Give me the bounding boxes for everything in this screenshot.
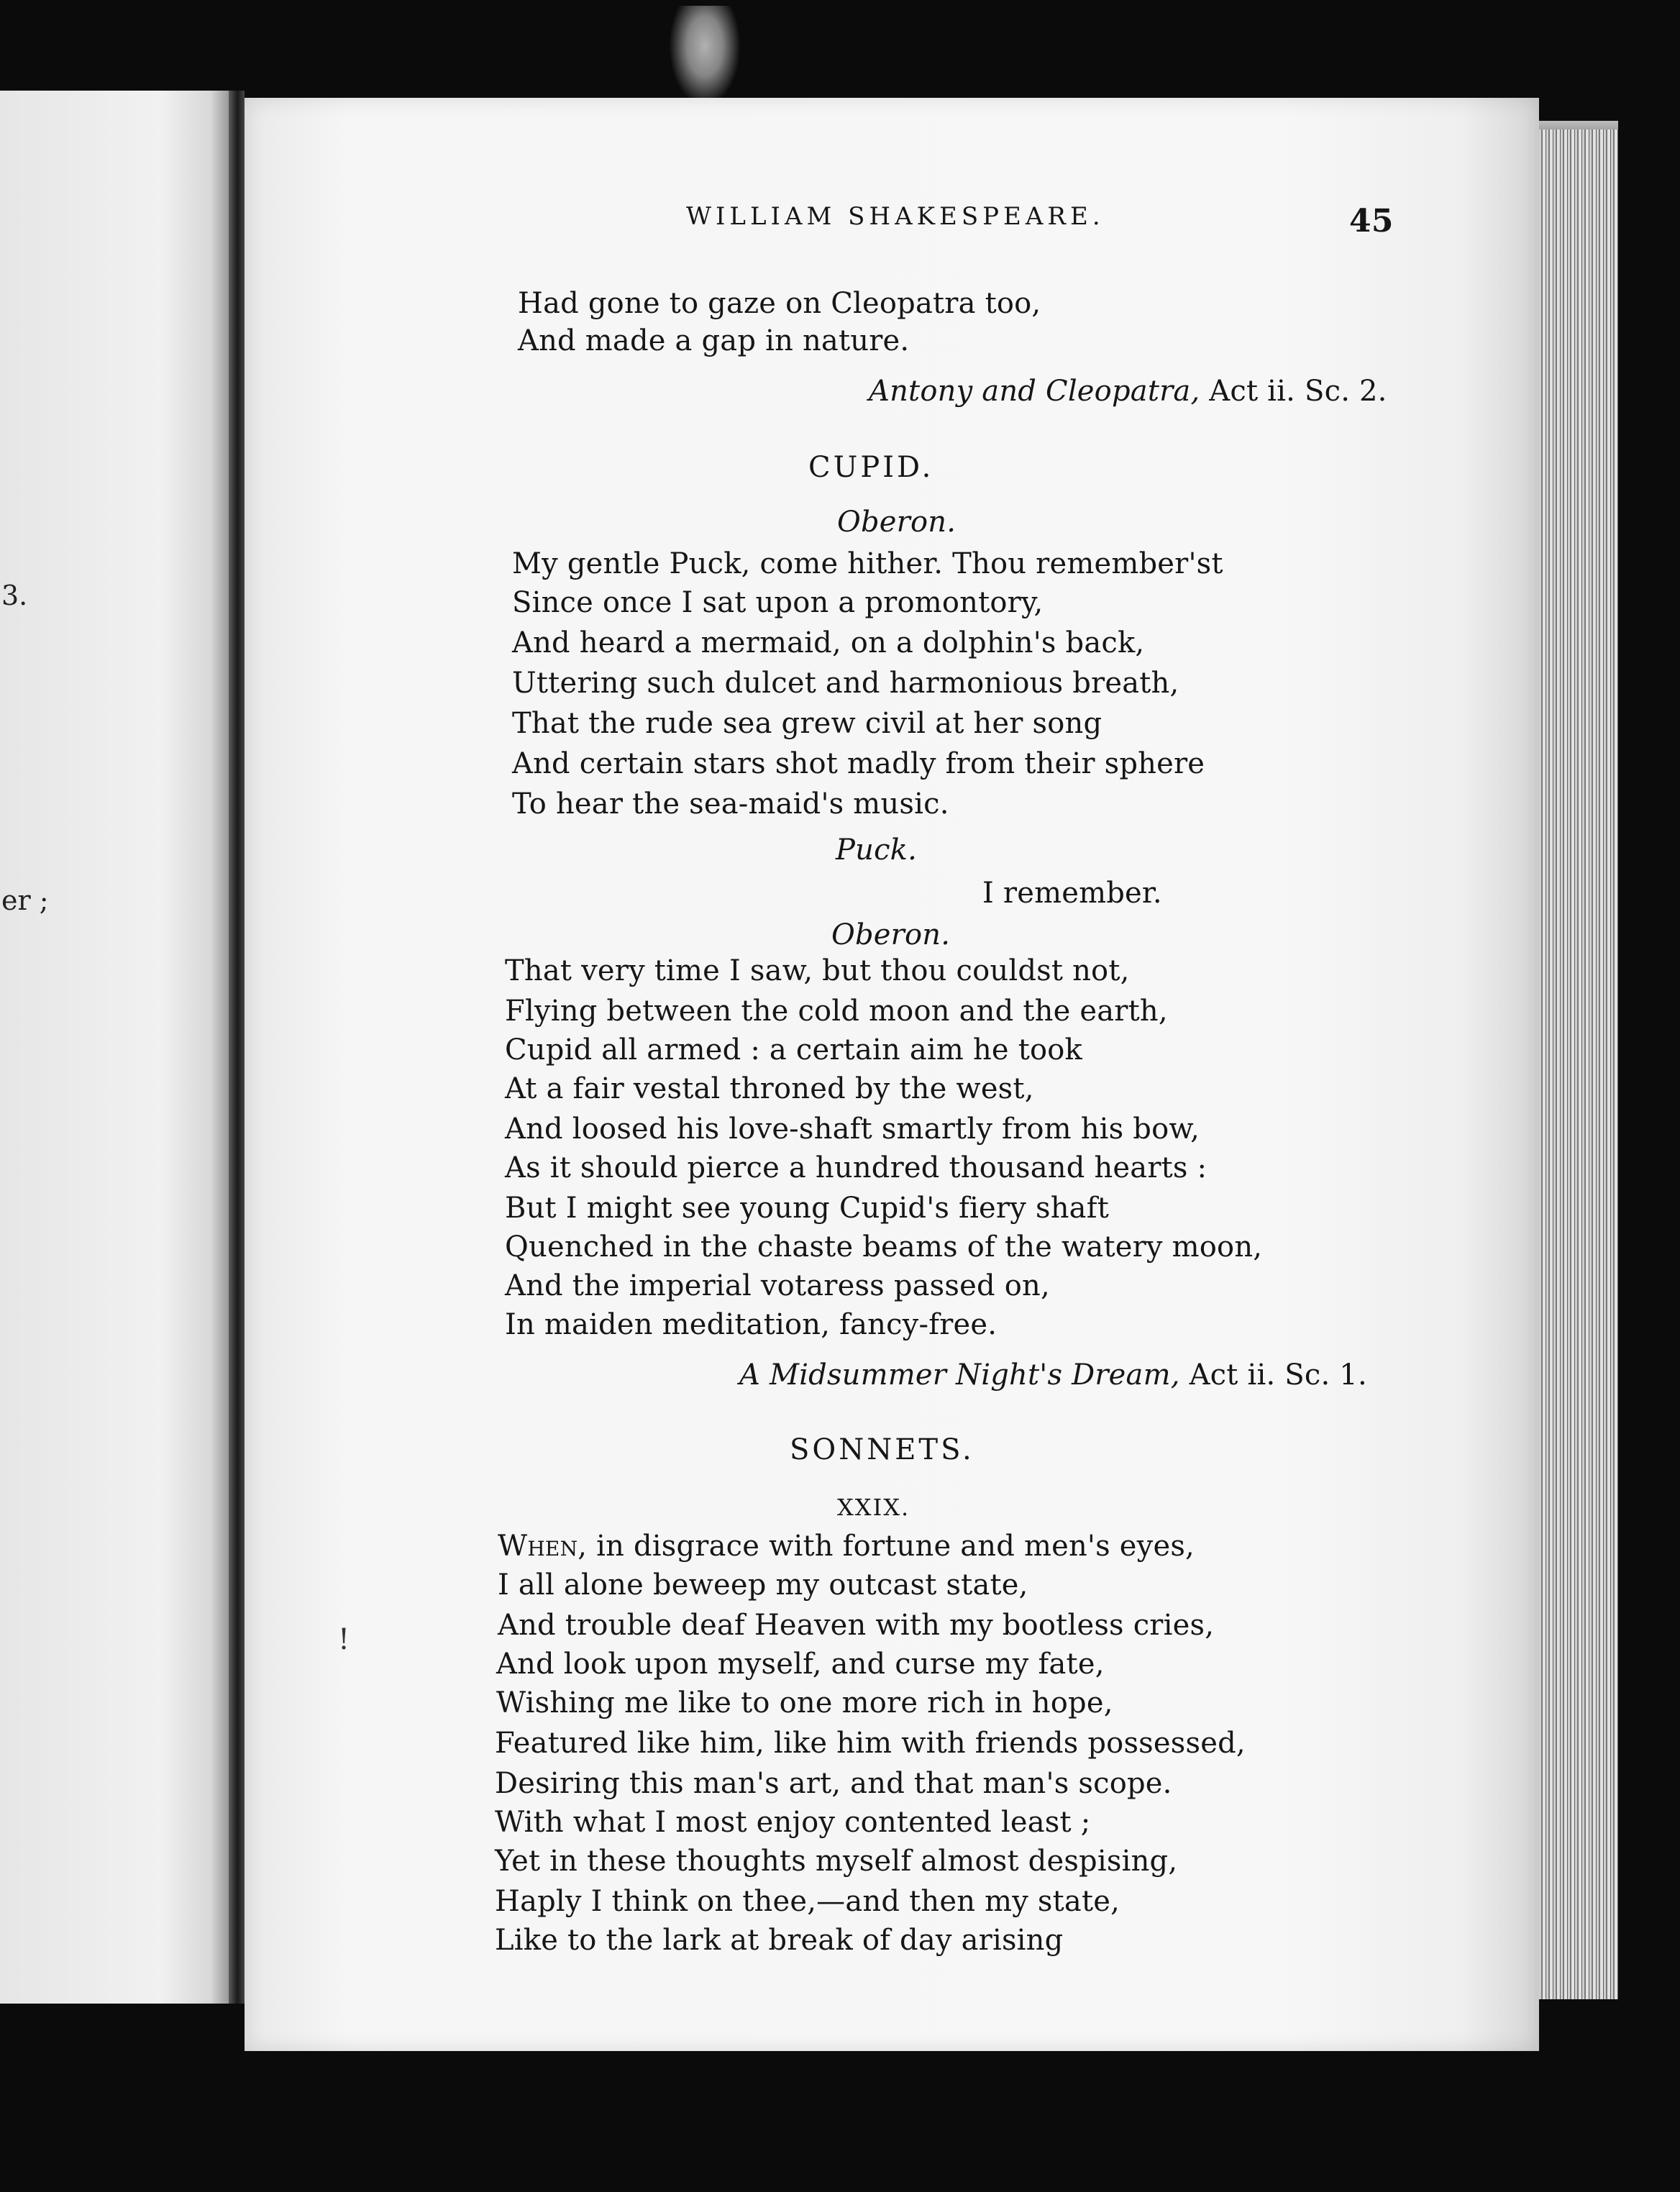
- citation-reference: Act ii. Sc. 1.: [1189, 1358, 1367, 1392]
- verse-line: Like to the lark at break of day arising: [495, 1924, 1064, 1957]
- verse-line: That very time I saw, but thou couldst not,: [505, 954, 1130, 987]
- verse-line: Haply I think on thee,—and then my state,: [495, 1885, 1120, 1918]
- sonnet-first-word: When: [498, 1530, 578, 1563]
- verse-line: To hear the sea-maid's music.: [512, 787, 949, 821]
- binding-mark: [669, 6, 741, 106]
- verse-line: Had gone to gaze on Cleopatra too,: [518, 287, 1041, 320]
- speaker-name: Puck.: [836, 834, 918, 867]
- verse-line: And made a gap in nature.: [518, 324, 910, 357]
- verse-line: And look upon myself, and curse my fate,: [496, 1648, 1105, 1681]
- sonnet-first-line: , in disgrace with fortune and men's eyes,: [578, 1530, 1195, 1563]
- verse-line: That the rude sea grew civil at her song: [512, 707, 1102, 740]
- citation: [869, 377, 1387, 406]
- citation-work: Antony and Cleopatra,: [869, 375, 1200, 408]
- verse-line: At a fair vestal throned by the west,: [505, 1072, 1034, 1105]
- speaker-name: Oberon.: [837, 506, 957, 539]
- verse-line: But I might see young Cupid's fiery shaft: [505, 1192, 1109, 1225]
- left-page-fragment: er ;: [1, 885, 49, 916]
- citation-reference: Act ii. Sc. 2.: [1209, 375, 1387, 408]
- section-heading: CUPID.: [808, 451, 934, 484]
- verse-line: As it should pierce a hundred thousand hearts :: [505, 1151, 1208, 1184]
- verse-line: I all alone beweep my outcast state,: [498, 1568, 1028, 1602]
- speaker-name: Oberon.: [831, 918, 951, 951]
- verse-line: I remember.: [982, 877, 1162, 910]
- verse-line: Desiring this man's art, and that man's scope.: [495, 1767, 1172, 1800]
- verse-line: Uttering such dulcet and harmonious breath,: [512, 667, 1179, 700]
- left-page-fragment: 3.: [1, 580, 28, 611]
- verse-line: Yet in these thoughts myself almost despising,: [495, 1845, 1178, 1878]
- verse-line: Cupid all armed : a certain aim he took: [505, 1033, 1082, 1067]
- citation-work: A Midsummer Night's Dream,: [739, 1358, 1180, 1392]
- verse-line: Flying between the cold moon and the earth,: [505, 995, 1168, 1028]
- section-heading: SONNETS.: [790, 1433, 974, 1466]
- stray-mark: !: [338, 1623, 350, 1656]
- running-title: WILLIAM SHAKESPEARE.: [686, 202, 1105, 231]
- page-stack-edges: [1539, 129, 1618, 1999]
- citation: [739, 1358, 1367, 1392]
- verse-line: And loosed his love-shaft smartly from his bow,: [505, 1113, 1200, 1146]
- verse-line: Quenched in the chaste beams of the watery moon,: [505, 1230, 1263, 1264]
- verse-line: Since once I sat upon a promontory,: [512, 586, 1044, 619]
- verse-line: With what I most enjoy contented least ;: [495, 1806, 1091, 1839]
- verse-line: Wishing me like to one more rich in hope,: [496, 1686, 1113, 1720]
- verse-line: Featured like him, like him with friends possessed,: [495, 1727, 1246, 1760]
- book-gutter: [229, 91, 245, 2004]
- page-number: 45: [1349, 203, 1394, 239]
- verse-line: And heard a mermaid, on a dolphin's back,: [512, 626, 1145, 659]
- sonnet-number: XXIX.: [837, 1494, 910, 1521]
- verse-line: My gentle Puck, come hither. Thou remember'st: [512, 547, 1223, 580]
- verse-line: And certain stars shot madly from their sphere: [512, 747, 1205, 780]
- verse-line: And trouble deaf Heaven with my bootless cries,: [498, 1609, 1215, 1642]
- verse-line: In maiden meditation, fancy-free.: [505, 1308, 998, 1341]
- left-facing-page: [0, 91, 229, 2004]
- verse-line: And the imperial votaress passed on,: [505, 1269, 1050, 1302]
- verse-line: [498, 1532, 1195, 1561]
